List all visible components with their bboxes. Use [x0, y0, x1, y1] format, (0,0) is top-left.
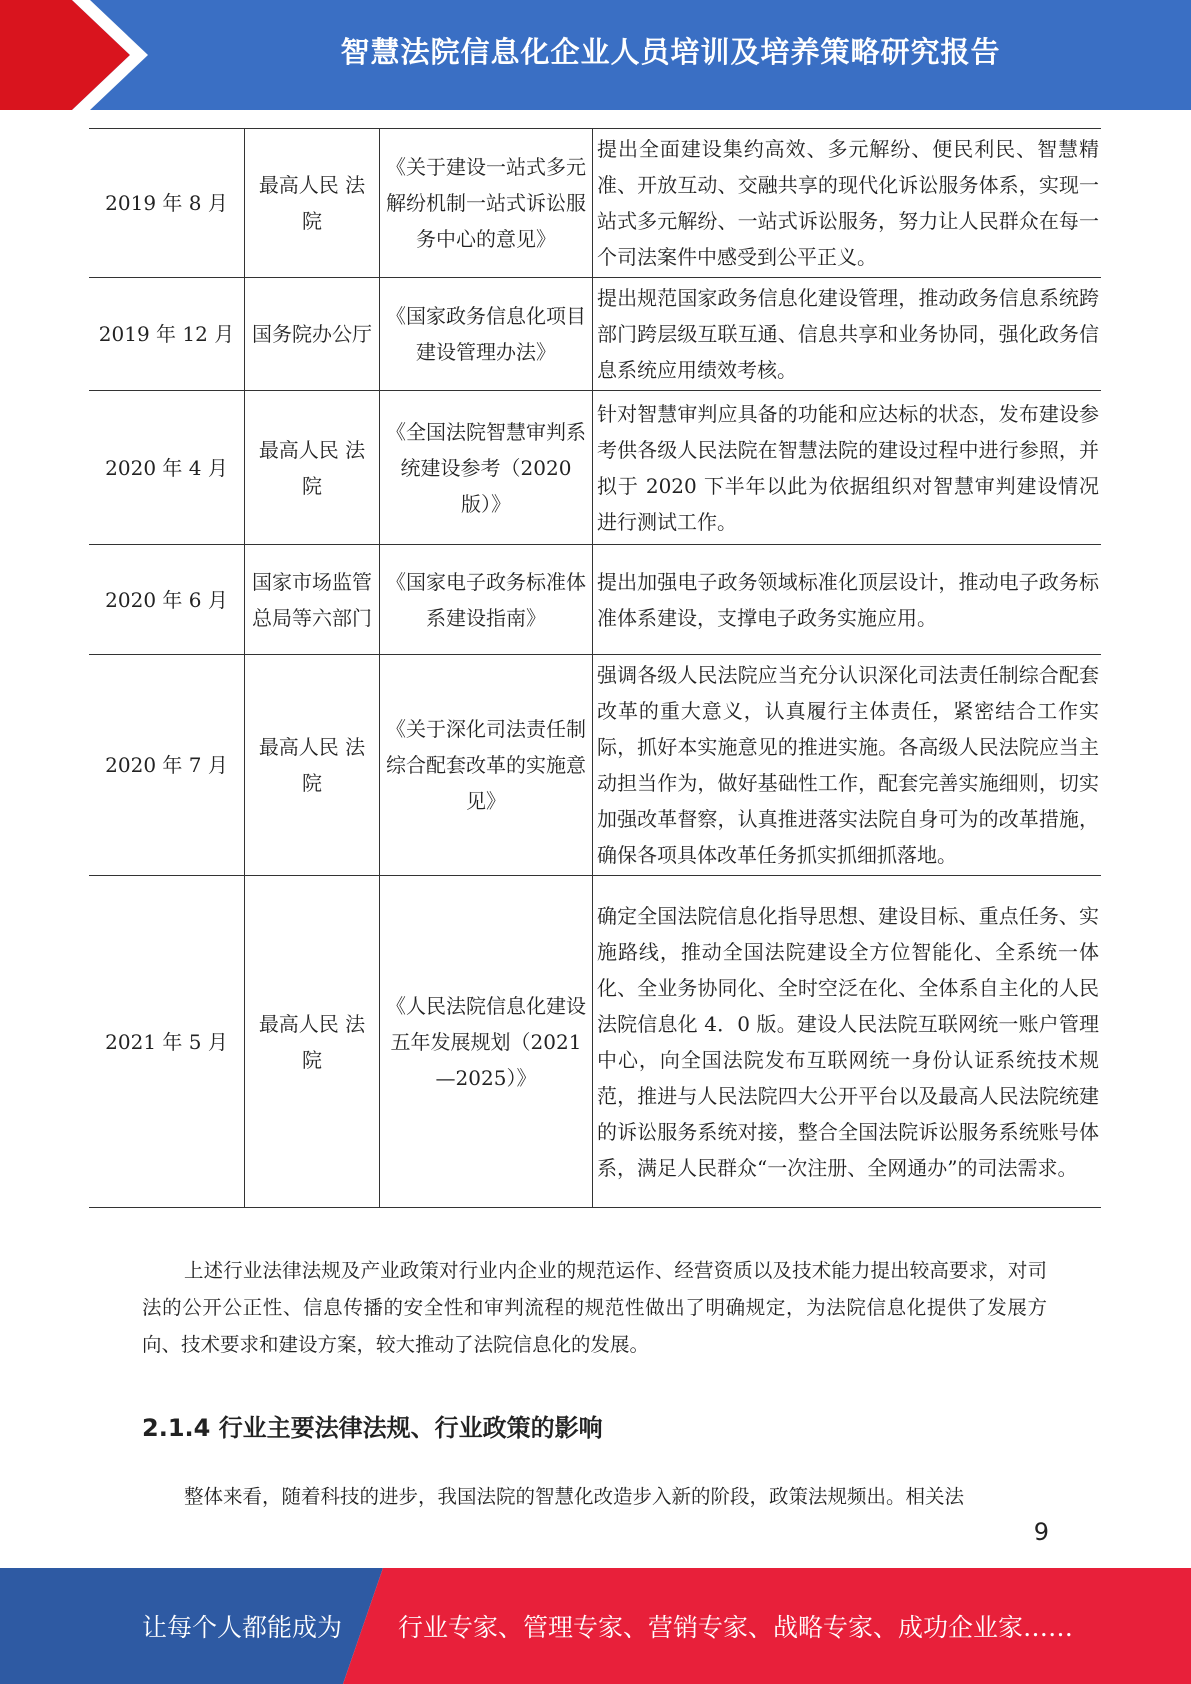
content-cell: 确定全国法院信息化指导思想、建设目标、重点任务、实施路线，推动全国法院建设全方位智能化、全系统一体化、全业务协同化、全时空泛在化、全体系自主化的人民法院信息化 4．0 版。建设人民法院互联网统一账户管理中心，向全国法院发布互联网统一身份认证系统技术规范，推进与人民法院四大公开平台以及最高人民法院统建的诉讼服务系统对接，整合全国法院诉讼服务系统账号体系，满足人民群众“一次注册、全网通办”的司法需求。	[593, 876, 1102, 1208]
table-row	[89, 391, 1101, 545]
content-cell: 提出加强电子政务领域标准化顶层设计，推动电子政务标准体系建设，支撑电子政务实施应用。	[593, 545, 1102, 655]
issuer-cell: 最高人民 法院	[245, 391, 380, 545]
report-title: 智慧法院信息化企业人员培训及培养策略研究报告	[340, 34, 1001, 69]
footer-slogan-left: 让每个人都能成为	[142, 1613, 343, 1642]
table-row	[89, 655, 1101, 876]
header-arrow-decoration	[0, 0, 150, 110]
document-cell: 《国家电子政务标准体系建设指南》	[380, 545, 593, 655]
issuer-cell: 最高人民 法院	[245, 129, 380, 278]
page-number: 9	[1033, 1518, 1049, 1546]
footer-slogan-right: 行业专家、管理专家、营销专家、战略专家、成功企业家……	[398, 1613, 1074, 1642]
policy-table	[89, 128, 1101, 1208]
content-cell: 针对智慧审判应具备的功能和应达标的状态，发布建设参考供各级人民法院在智慧法院的建设过程中进行参照，并拟于 2020 下半年以此为依据组织对智慧审判建设情况进行测试工作。	[593, 391, 1102, 545]
table-row	[89, 129, 1101, 278]
document-cell: 《全国法院智慧审判系统建设参考（2020 版）》	[380, 391, 593, 545]
issuer-cell: 最高人民 法院	[245, 876, 380, 1208]
section-heading: 2.1.4 行业主要法律法规、行业政策的影响	[142, 1414, 603, 1442]
date-cell: 2020 年 4 月	[89, 391, 245, 545]
document-cell: 《关于建设一站式多元解纷机制一站式诉讼服务中心的意见》	[380, 129, 593, 278]
table-row	[89, 876, 1101, 1208]
issuer-cell: 国务院办公厅	[245, 278, 380, 391]
date-cell: 2019 年 12 月	[89, 278, 245, 391]
date-cell: 2021 年 5 月	[89, 876, 245, 1208]
date-cell: 2020 年 7 月	[89, 655, 245, 876]
date-cell: 2019 年 8 月	[89, 129, 245, 278]
issuer-cell: 国家市场监管总局等六部门	[245, 545, 380, 655]
document-cell: 《关于深化司法责任制综合配套改革的实施意见》	[380, 655, 593, 876]
summary-paragraph: 上述行业法律法规及产业政策对行业内企业的规范运作、经营资质以及技术能力提出较高要求，对司法的公开公正性、信息传播的安全性和审判流程的规范性做出了明确规定，为法院信息化提供了发展方向、技术要求和建设方案，较大推动了法院信息化的发展。	[142, 1259, 1047, 1356]
content-cell: 强调各级人民法院应当充分认识深化司法责任制综合配套改革的重大意义，认真履行主体责任，紧密结合工作实际，抓好本实施意见的推进实施。各高级人民法院应当主动担当作为，做好基础性工作，配套完善实施细则，切实加强改革督察，认真推进落实法院自身可为的改革措施，确保各项具体改革任务抓实抓细抓落地。	[593, 655, 1102, 876]
table-row	[89, 545, 1101, 655]
page-footer	[0, 1568, 1191, 1684]
content-cell: 提出全面建设集约高效、多元解纷、便民利民、智慧精准、开放互动、交融共享的现代化诉讼服务体系，实现一站式多元解纷、一站式诉讼服务，努力让人民群众在每一个司法案件中感受到公平正义。	[593, 129, 1102, 278]
table-row	[89, 278, 1101, 391]
document-cell: 《人民法院信息化建设五年发展规划（2021—2025）》	[380, 876, 593, 1208]
date-cell: 2020 年 6 月	[89, 545, 245, 655]
issuer-cell: 最高人民 法院	[245, 655, 380, 876]
body-paragraph: 整体来看，随着科技的进步，我国法院的智慧化改造步入新的阶段，政策法规频出。相关法	[184, 1485, 965, 1508]
page-header	[0, 0, 1191, 110]
content-cell: 提出规范国家政务信息化建设管理，推动政务信息系统跨部门跨层级互联互通、信息共享和业务协同，强化政务信息系统应用绩效考核。	[593, 278, 1102, 391]
document-cell: 《国家政务信息化项目建设管理办法》	[380, 278, 593, 391]
